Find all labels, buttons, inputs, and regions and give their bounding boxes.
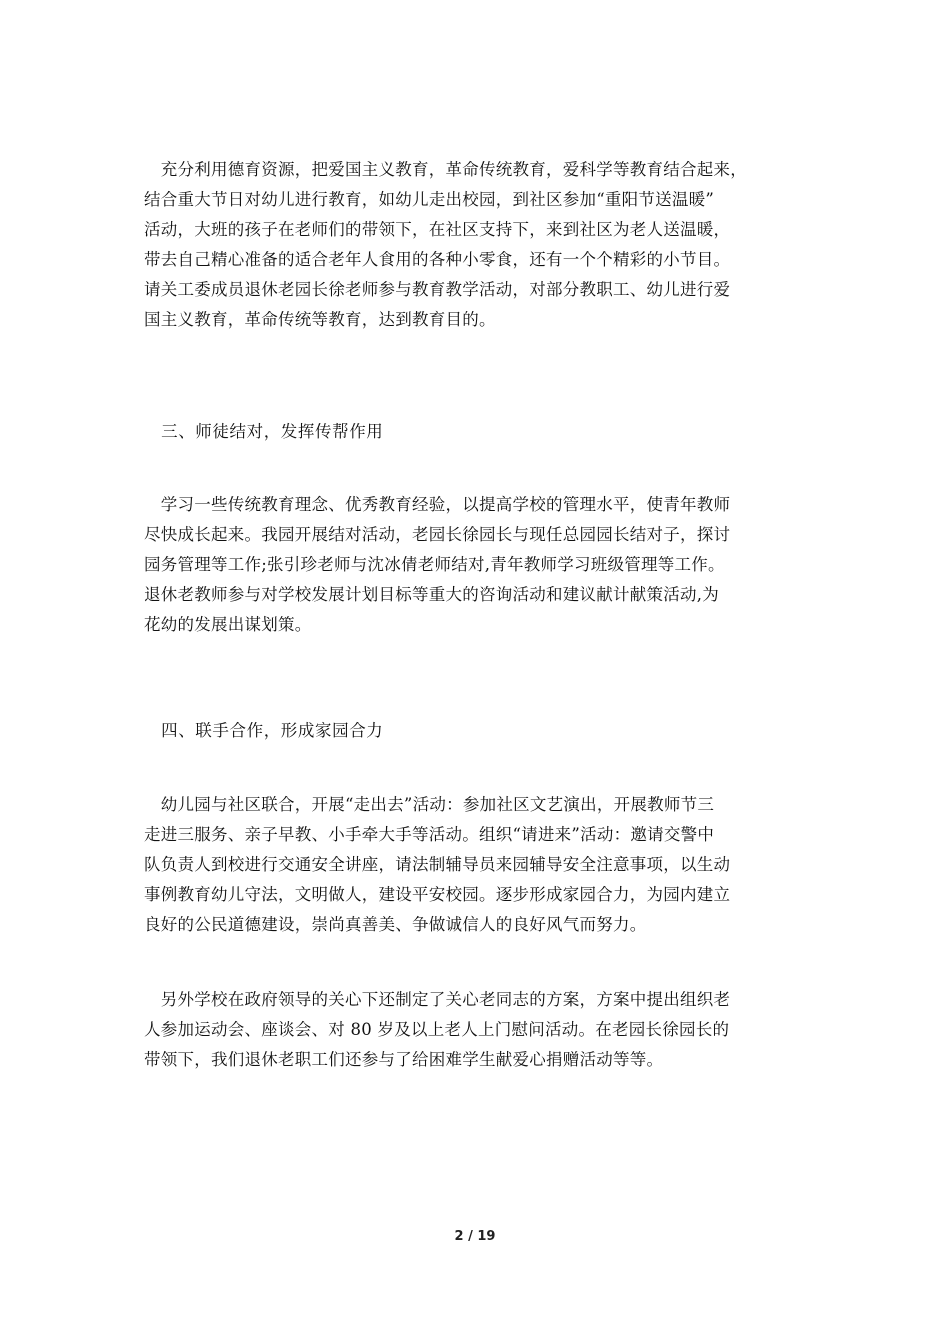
paragraph-line: 走进三服务、亲子早教、小手牵大手等活动。组织“请进来”活动：邀请交警中 <box>144 825 715 844</box>
paragraph-line: 幼儿园与社区联合，开展“走出去”活动：参加社区文艺演出，开展教师节三 <box>144 795 715 814</box>
section-heading-text: 三、师徒结对，发挥传帮作用 <box>144 422 384 441</box>
paragraph-line: 人参加运动会、座谈会、对 80 岁及以上老人上门慰问活动。在老园长徐园长的 <box>144 1020 730 1039</box>
paragraph-line: 良好的公民道德建设，崇尚真善美、争做诚信人的良好风气而努力。 <box>144 915 647 934</box>
section-heading-text: 四、联手合作，形成家园合力 <box>144 721 384 740</box>
paragraph-line: 带去自己精心准备的适合老年人食用的各种小零食，还有一个个精彩的小节目。 <box>144 250 731 269</box>
paragraph-line: 充分利用德育资源，把爱国主义教育，革命传统教育，爱科学等教育结合起来， <box>144 160 747 179</box>
paragraph-line: 队负责人到校进行交通安全讲座，请法制辅导员来园辅导安全注意事项，以生动 <box>144 855 731 874</box>
section-heading-four <box>144 716 808 746</box>
section-heading-three <box>144 417 808 447</box>
paragraph-elderly-care <box>144 985 808 1075</box>
paragraph-line: 花幼的发展出谋划策。 <box>144 615 312 634</box>
paragraph-line: 另外学校在政府领导的关心下还制定了关心老同志的方案，方案中提出组织老 <box>144 990 731 1009</box>
paragraph-line: 退休老教师参与对学校发展计划目标等重大的咨询活动和建议献计献策活动,为 <box>144 585 719 604</box>
paragraph-line: 国主义教育，革命传统等教育，达到教育目的。 <box>144 310 496 329</box>
paragraph-cooperation <box>144 790 808 940</box>
paragraph-line: 学习一些传统教育理念、优秀教育经验，以提高学校的管理水平，使青年教师 <box>144 495 731 514</box>
paragraph-line: 园务管理等工作;张引珍老师与沈冰倩老师结对,青年教师学习班级管理等工作。 <box>144 555 725 574</box>
paragraph-mentoring <box>144 490 808 640</box>
paragraph-line: 尽快成长起来。我园开展结对活动，老园长徐园长与现任总园园长结对子，探讨 <box>144 525 731 544</box>
page-number: 2 / 19 <box>454 1229 496 1244</box>
paragraph-line: 活动，大班的孩子在老师们的带领下，在社区支持下，来到社区为老人送温暖， <box>144 220 731 239</box>
paragraph-line: 请关工委成员退休老园长徐老师参与教育教学活动，对部分教职工、幼儿进行爱 <box>144 280 731 299</box>
paragraph-moral-education <box>144 155 808 335</box>
paragraph-line: 带领下，我们退休老职工们还参与了给困难学生献爱心捐赠活动等等。 <box>144 1050 664 1069</box>
paragraph-line: 事例教育幼儿守法，文明做人，建设平安校园。逐步形成家园合力，为园内建立 <box>144 885 731 904</box>
paragraph-line: 结合重大节日对幼儿进行教育，如幼儿走出校园，到社区参加“重阳节送温暖” <box>144 190 715 209</box>
